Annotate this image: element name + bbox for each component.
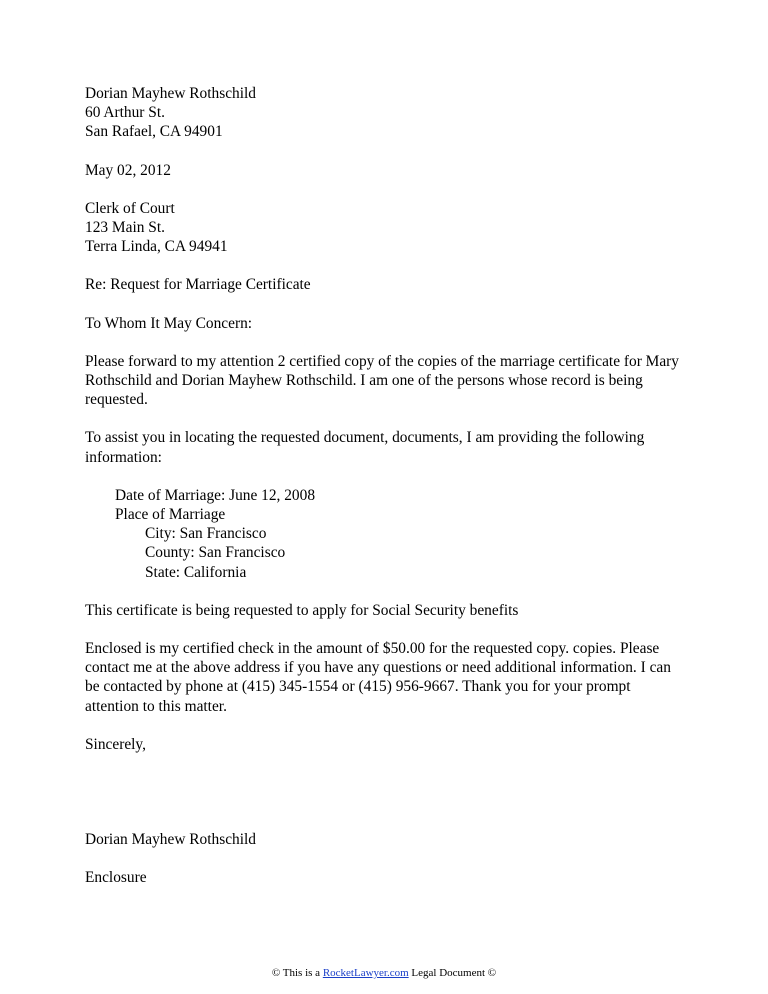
enclosure-text: Enclosure: [85, 869, 147, 887]
date-of-marriage: Date of Marriage: June 12, 2008: [115, 486, 316, 504]
sender-city-state-zip: San Rafael, CA 94901: [85, 123, 223, 141]
paragraph-purpose: This certificate is being requested to apply for Social Security benefits: [85, 601, 519, 619]
signature-space: [85, 773, 685, 830]
date-text: May 02, 2012: [85, 161, 171, 179]
page-footer: [0, 966, 768, 980]
re-line-text: Re: Request for Marriage Certificate: [85, 276, 311, 294]
marriage-details: [85, 486, 685, 582]
closing: [85, 735, 685, 754]
salutation: [85, 314, 685, 333]
letter-date: [85, 161, 685, 180]
recipient-name: Clerk of Court: [85, 199, 175, 217]
enclosure-note: [85, 868, 685, 887]
marriage-state: State: California: [145, 563, 247, 581]
recipient-street: 123 Main St.: [85, 219, 165, 237]
paragraph-request: Please forward to my attention 2 certified copy of the copies of the marriage certificate for Mary Rothschild and Dorian Mayhew Rothschild. I am one of the persons whose record is being requested.: [85, 352, 680, 409]
recipient-city-state-zip: Terra Linda, CA 94941: [85, 238, 228, 256]
marriage-city: City: San Francisco: [145, 525, 267, 543]
rocketlawyer-link[interactable]: RocketLawyer.com: [322, 967, 409, 979]
signature-block: [85, 830, 685, 849]
sender-address: [85, 84, 685, 142]
sender-street: 60 Arthur St.: [85, 104, 165, 122]
closing-text: Sincerely,: [85, 735, 146, 753]
re-line: [85, 275, 685, 294]
sender-name: Dorian Mayhew Rothschild: [85, 85, 256, 102]
salutation-text: To Whom It May Concern:: [85, 314, 253, 332]
paragraph-enclosed: Enclosed is my certified check in the amount of $50.00 for the requested copy. copies. Please contact me at the above address if you have any questions or need additional information. I can be contacted by phone at (415) 345-1554 or (415) 956-9667. Thank you for your prompt attention to this matter.: [85, 640, 671, 715]
signature-name: Dorian Mayhew Rothschild: [85, 831, 256, 849]
recipient-address: [85, 199, 685, 257]
paragraph-assist: To assist you in locating the requested document, documents, I am providing the following information:: [85, 429, 645, 466]
letter-body: [85, 84, 685, 906]
footer-prefix: © This is a: [271, 967, 323, 979]
marriage-county: County: San Francisco: [145, 544, 286, 562]
footer-suffix: Legal Document ©: [408, 967, 497, 979]
place-of-marriage: Place of Marriage: [115, 506, 226, 524]
